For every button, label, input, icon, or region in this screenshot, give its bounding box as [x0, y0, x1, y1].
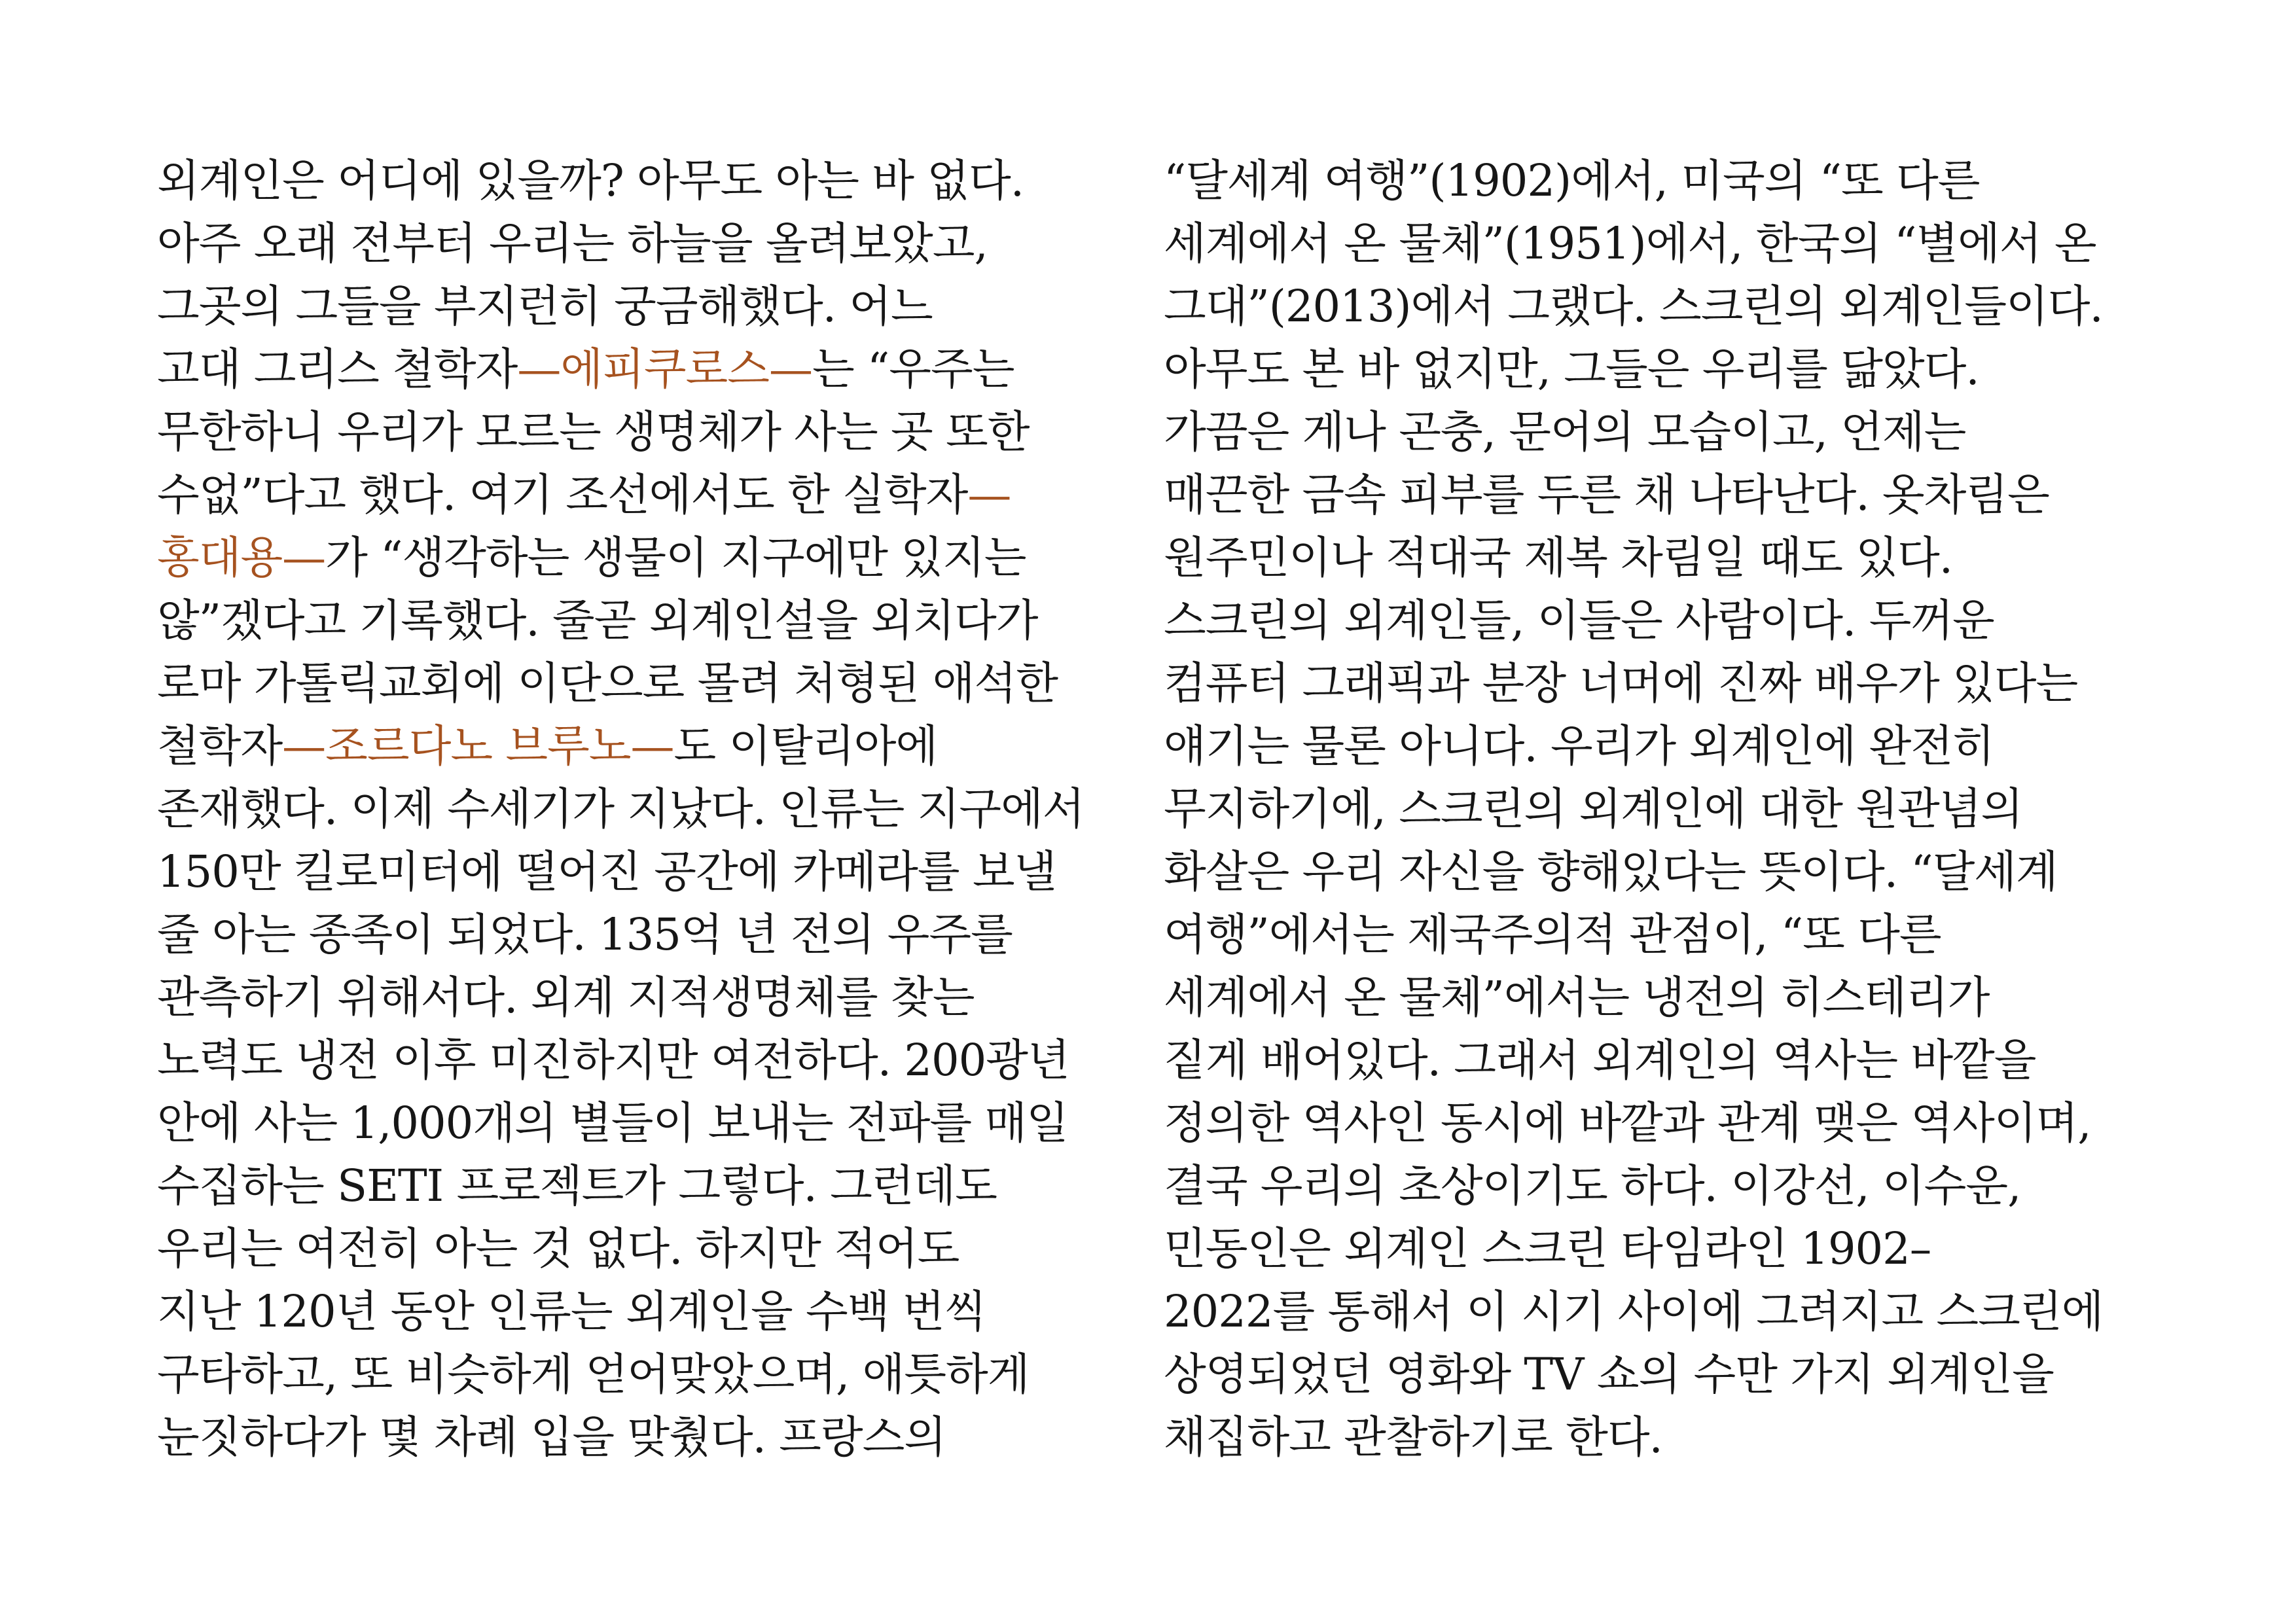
text-line [157, 212, 1139, 275]
text-line: 화살은 우리 자신을 향해있다는 뜻이다. “달세계 [1164, 846, 2058, 897]
highlighted-name-giordano-bruno: —조르다노 브루노— [282, 721, 674, 772]
text-segment: 구타하고, 또 비슷하게 얻어맞았으며, 애틋하게 [157, 1349, 1030, 1400]
text-line [157, 1217, 1139, 1280]
text-line: 세계에서 온 물체”에서는 냉전의 히스테리가 [1164, 972, 1990, 1023]
text-line [157, 840, 1139, 903]
text-line: 스크린의 외계인들, 이들은 사람이다. 두꺼운 [1164, 595, 1994, 646]
text-line [157, 715, 1139, 777]
text-segment: 우리는 여전히 아는 것 없다. 하지만 적어도 [157, 1223, 960, 1274]
text-line [157, 652, 1139, 715]
text-line: 정의한 역사인 동시에 바깥과 관계 맺은 역사이며, [1164, 1097, 2091, 1149]
text-segment: 외계인은 어디에 있을까? 아무도 아는 바 없다. [157, 155, 1024, 206]
text-segment: 노력도 냉전 이후 미진하지만 여전하다. 200광년 [157, 1035, 1069, 1086]
text-line [157, 903, 1139, 966]
text-line [157, 1092, 1139, 1154]
text-line [157, 1406, 1139, 1469]
text-line [157, 777, 1139, 840]
text-line [157, 1280, 1139, 1343]
text-segment: 아주 오래 전부터 우리는 하늘을 올려보았고, [157, 218, 988, 269]
text-line [157, 966, 1139, 1029]
text-line: 아무도 본 바 없지만, 그들은 우리를 닮았다. [1164, 344, 1979, 395]
text-line: 2022를 통해서 이 시기 사이에 그려지고 스크린에 [1164, 1286, 2104, 1337]
text-segment: 가 “생각하는 생물이 지구에만 있지는 [325, 532, 1026, 583]
text-line: 무지하기에, 스크린의 외계인에 대한 원관념의 [1164, 783, 2023, 834]
text-line: 얘기는 물론 아니다. 우리가 외계인에 완전히 [1164, 721, 1994, 772]
text-line [157, 1154, 1139, 1217]
text-segment: 무한하니 우리가 모르는 생명체가 사는 곳 또한 [157, 406, 1030, 457]
text-line: 상영되었던 영화와 TV 쇼의 수만 가지 외계인을 [1164, 1349, 2054, 1400]
text-line: “달세계 여행”(1902)에서, 미국의 “또 다른 [1164, 155, 1980, 206]
highlighted-name-epicurus: —에피쿠로스— [517, 344, 812, 395]
text-segment: 줄 아는 종족이 되었다. 135억 년 전의 우주를 [157, 909, 1013, 960]
text-line: 여행”에서는 제국주의적 관점이, “또 다른 [1164, 909, 1941, 960]
highlighted-name-hong-daeyong: 홍대용— [157, 532, 326, 583]
text-segment: 는 “우주는 [812, 344, 1014, 395]
text-segment: 고대 그리스 철학자 [157, 344, 518, 395]
text-line [157, 1029, 1139, 1092]
text-segment: 로마 가톨릭교회에 이단으로 몰려 처형된 애석한 [157, 658, 1058, 709]
text-line [157, 149, 1139, 212]
text-line: 세계에서 온 물체”(1951)에서, 한국의 “별에서 온 [1164, 218, 2096, 269]
text-segment: 않”겠다고 기록했다. 줄곧 외계인설을 외치다가 [157, 595, 1038, 646]
text-line: 채집하고 관찰하기로 한다. [1164, 1412, 1662, 1463]
text-line: 결국 우리의 초상이기도 하다. 이강선, 이수운, [1164, 1160, 2021, 1211]
text-line [157, 463, 1139, 526]
text-segment: 150만 킬로미터에 떨어진 공간에 카메라를 보낼 [157, 846, 1056, 897]
text-line: 매끈한 금속 피부를 두른 채 나타난다. 옷차림은 [1164, 469, 2049, 520]
text-line: 원주민이나 적대국 제복 차림일 때도 있다. [1164, 532, 1953, 583]
text-line [157, 526, 1139, 589]
text-line: 짙게 배어있다. 그래서 외계인의 역사는 바깥을 [1164, 1035, 2036, 1086]
text-line [157, 338, 1139, 401]
text-segment: 그곳의 그들을 부지런히 궁금해했다. 어느 [157, 281, 933, 332]
text-line: 그대”(2013)에서 그랬다. 스크린의 외계인들이다. [1164, 281, 2103, 332]
text-line: 가끔은 게나 곤충, 문어의 모습이고, 언제는 [1164, 406, 1966, 457]
left-text-column [157, 149, 1139, 1469]
right-text-column [1164, 149, 2185, 1469]
text-line: 민동인은 외계인 스크린 타임라인 1902– [1164, 1223, 1931, 1274]
text-segment: 지난 120년 동안 인류는 외계인을 수백 번씩 [157, 1286, 986, 1337]
text-line [157, 401, 1139, 463]
text-segment: 안에 사는 1,000개의 별들이 보내는 전파를 매일 [157, 1097, 1068, 1149]
text-segment: 관측하기 위해서다. 외계 지적생명체를 찾는 [157, 972, 975, 1023]
text-line [157, 275, 1139, 338]
text-segment: 눈짓하다가 몇 차례 입을 맞췄다. 프랑스의 [157, 1412, 946, 1463]
text-line: 컴퓨터 그래픽과 분장 너머에 진짜 배우가 있다는 [1164, 658, 2078, 709]
highlighted-dash: — [967, 469, 1011, 520]
text-segment: 수없”다고 했다. 여기 조선에서도 한 실학자 [157, 469, 968, 520]
text-line [157, 589, 1139, 652]
text-line [157, 1343, 1139, 1406]
text-segment: 수집하는 SETI 프로젝트가 그렇다. 그런데도 [157, 1160, 997, 1211]
text-segment: 도 이탈리아에 [673, 721, 938, 772]
text-segment: 존재했다. 이제 수세기가 지났다. 인류는 지구에서 [157, 783, 1085, 834]
text-segment: 철학자 [157, 721, 283, 772]
